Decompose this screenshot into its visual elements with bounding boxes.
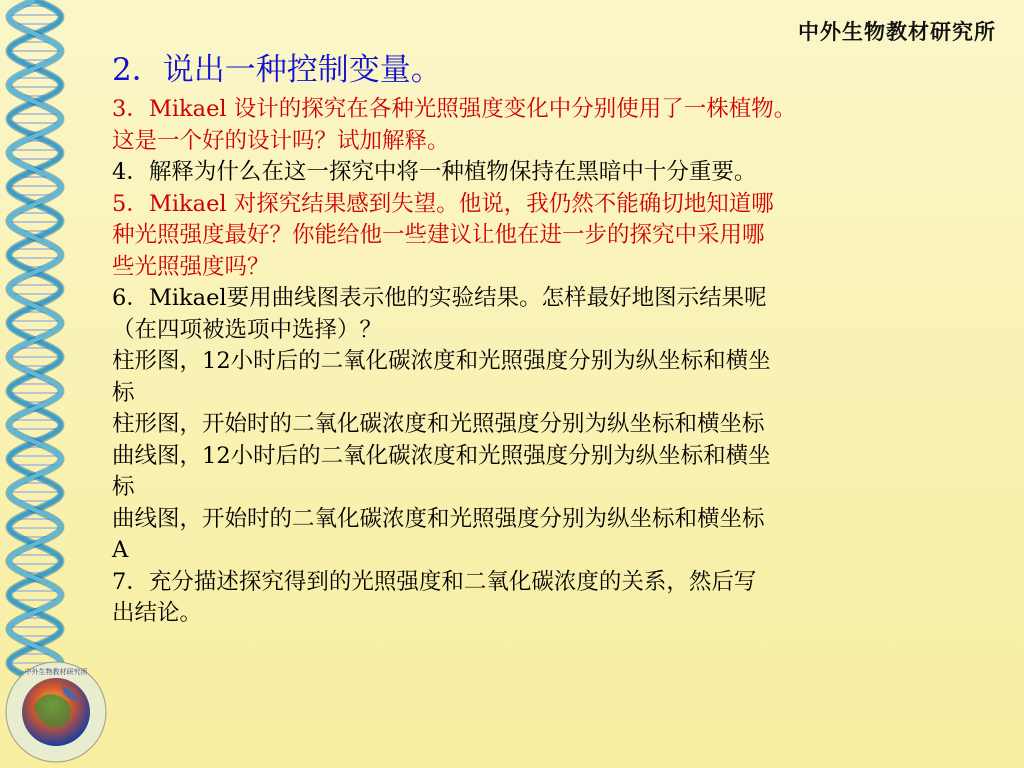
institute-logo: [4, 660, 108, 764]
content-line: 柱形图，开始时的二氧化碳浓度和光照强度分别为纵坐标和横坐标: [112, 411, 765, 437]
content-line: 柱形图，12小时后的二氧化碳浓度和光照强度分别为纵坐标和横坐: [112, 348, 771, 374]
question-list: [112, 94, 992, 630]
content-line: （在四项被选项中选择）？: [112, 316, 383, 343]
content-line: 7．充分描述探究得到的光照强度和二氧化碳浓度的关系，然后写: [112, 568, 757, 595]
content-line: 种光照强度最好？你能给他一些建议让他在进一步的探究中采用哪: [112, 222, 765, 248]
dna-helix-decoration: [0, 0, 70, 680]
content-line: 6．Mikael要用曲线图表示他的实验结果。怎样最好地图示结果呢: [112, 285, 767, 311]
content-line: 曲线图，开始时的二氧化碳浓度和光照强度分别为纵坐标和横坐标: [112, 505, 765, 532]
content-line: 标: [112, 474, 135, 500]
dna-strand: [9, 0, 61, 680]
content-line: 些光照强度吗？: [112, 253, 270, 280]
content-line: 曲线图，12小时后的二氧化碳浓度和光照强度分别为纵坐标和横坐: [112, 442, 771, 469]
organization-name: 中外生物教材研究所: [798, 20, 996, 44]
content-line: A: [112, 537, 129, 563]
content-line: 这是一个好的设计吗？试加解释。: [112, 127, 450, 154]
content-line: 3．Mikael 设计的探究在各种光照强度变化中分别使用了一株植物。: [112, 96, 797, 122]
slide-content: [112, 48, 992, 630]
content-line: 标: [112, 379, 135, 406]
content-line: 5．Mikael 对探究结果感到失望。他说，我仍然不能确切地知道哪: [112, 190, 774, 217]
logo-ring-text: 中外生物教材研究所: [24, 668, 88, 676]
slide-title: 2．说出一种控制变量。: [112, 52, 442, 88]
content-line: 出结论。: [112, 600, 203, 626]
content-line: 4．解释为什么在这一探究中将一种植物保持在黑暗中十分重要。: [112, 159, 757, 185]
